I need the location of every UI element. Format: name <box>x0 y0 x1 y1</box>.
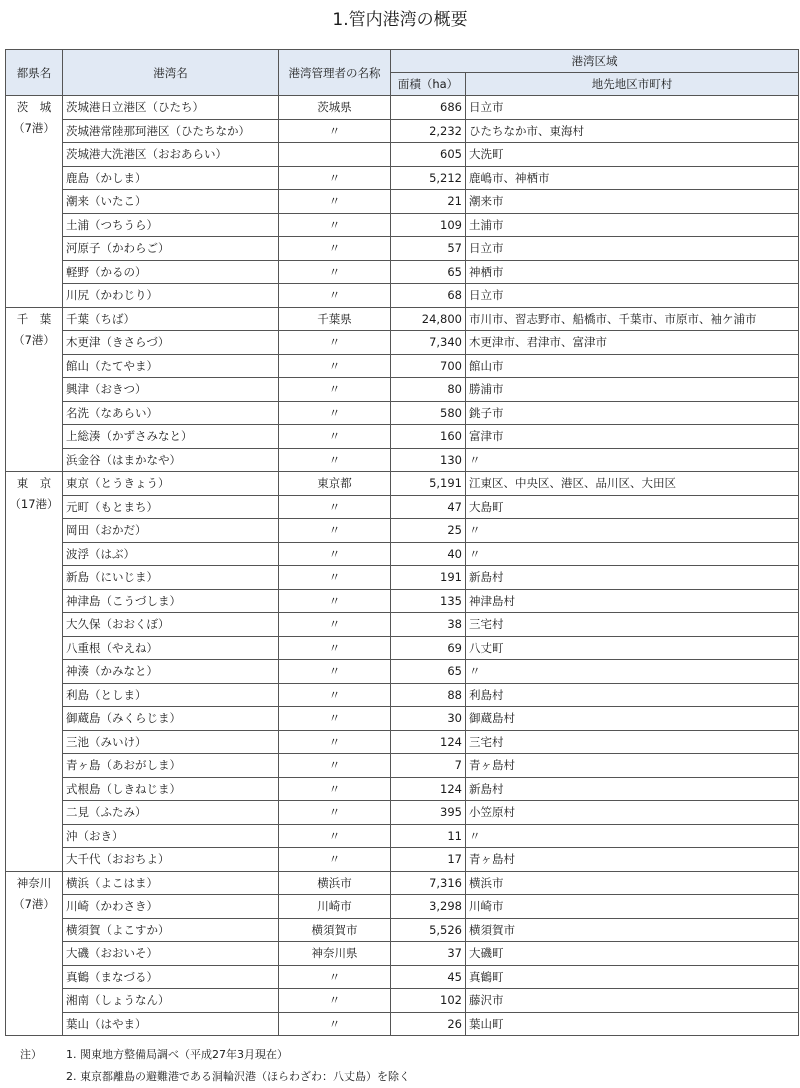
manager-cell: 〃 <box>279 354 391 378</box>
manager-cell: 〃 <box>279 989 391 1013</box>
area-cell: 40 <box>391 542 466 566</box>
manager-cell: 〃 <box>279 683 391 707</box>
table-row <box>6 848 799 872</box>
manager-cell: 〃 <box>279 566 391 590</box>
note-item: 2. 東京都離島の避難港である洞輪沢港（ほらわざわ：八丈島）を除く <box>66 1070 410 1083</box>
table-row <box>6 166 799 190</box>
port-name-cell: 名洗（なあらい） <box>63 401 279 425</box>
table-row <box>6 636 799 660</box>
manager-cell: 〃 <box>279 636 391 660</box>
area-cell: 38 <box>391 613 466 637</box>
port-name-cell: 横須賀（よこすか） <box>63 918 279 942</box>
table-row <box>6 495 799 519</box>
port-name-cell: 河原子（かわらご） <box>63 237 279 261</box>
area-cell: 2,232 <box>391 119 466 143</box>
area-cell: 7 <box>391 754 466 778</box>
municipality-cell: 利島村 <box>466 683 799 707</box>
port-name-cell: 土浦（つちうら） <box>63 213 279 237</box>
manager-cell: 〃 <box>279 613 391 637</box>
table-row <box>6 401 799 425</box>
table-row <box>6 707 799 731</box>
manager-cell: 〃 <box>279 495 391 519</box>
prefecture-port-count: （17港） <box>9 497 59 511</box>
area-cell: 65 <box>391 660 466 684</box>
table-header <box>6 50 799 96</box>
port-name-cell: 潮来（いたこ） <box>63 190 279 214</box>
municipality-cell: 木更津市、君津市、富津市 <box>466 331 799 355</box>
port-name-cell: 神湊（かみなと） <box>63 660 279 684</box>
area-cell: 124 <box>391 777 466 801</box>
manager-cell: 〃 <box>279 965 391 989</box>
port-name-cell: 鹿島（かしま） <box>63 166 279 190</box>
port-name-cell: 館山（たてやま） <box>63 354 279 378</box>
area-cell: 395 <box>391 801 466 825</box>
area-cell: 88 <box>391 683 466 707</box>
municipality-cell: 市川市、習志野市、船橋市、千葉市、市原市、袖ケ浦市 <box>466 307 799 331</box>
manager-cell: 〃 <box>279 378 391 402</box>
manager-cell: 千葉県 <box>279 307 391 331</box>
manager-cell: 〃 <box>279 401 391 425</box>
manager-cell: 〃 <box>279 777 391 801</box>
manager-cell: 〃 <box>279 730 391 754</box>
manager-cell: 川崎市 <box>279 895 391 919</box>
area-cell: 135 <box>391 589 466 613</box>
table-row <box>6 237 799 261</box>
port-name-cell: 茨城港大洗港区（おおあらい） <box>63 143 279 167</box>
manager-cell: 横浜市 <box>279 871 391 895</box>
prefecture-name: 千 葉 <box>16 311 52 326</box>
prefecture-cell <box>6 472 63 872</box>
port-name-cell: 沖（おき） <box>63 824 279 848</box>
port-name-cell: 湘南（しょうなん） <box>63 989 279 1013</box>
port-name-cell: 軽野（かるの） <box>63 260 279 284</box>
area-cell: 605 <box>391 143 466 167</box>
header-port-zone: 港湾区域 <box>391 50 799 73</box>
manager-cell: 〃 <box>279 542 391 566</box>
table-row <box>6 566 799 590</box>
municipality-cell: 三宅村 <box>466 730 799 754</box>
manager-cell: 〃 <box>279 1012 391 1036</box>
port-name-cell: 川崎（かわさき） <box>63 895 279 919</box>
table-row <box>6 119 799 143</box>
prefecture-name: 茨 城 <box>16 100 52 114</box>
port-name-cell: 利島（としま） <box>63 683 279 707</box>
table-row <box>6 472 799 496</box>
prefecture-port-count: （7港） <box>13 332 55 347</box>
table-row <box>6 190 799 214</box>
municipality-cell: 大島町 <box>466 495 799 519</box>
port-name-cell: 波浮（はぶ） <box>63 542 279 566</box>
port-name-cell: 岡田（おかだ） <box>63 519 279 543</box>
prefecture-cell <box>6 307 63 472</box>
table-row <box>6 824 799 848</box>
manager-cell: 〃 <box>279 425 391 449</box>
port-overview-table <box>5 49 799 1036</box>
area-cell: 124 <box>391 730 466 754</box>
municipality-cell: 神津島村 <box>466 589 799 613</box>
municipality-cell: 江東区、中央区、港区、品川区、大田区 <box>466 472 799 496</box>
notes-label: 注） <box>20 1048 42 1061</box>
table-row <box>6 613 799 637</box>
area-cell: 57 <box>391 237 466 261</box>
manager-cell: 〃 <box>279 707 391 731</box>
table-row <box>6 895 799 919</box>
table-row <box>6 801 799 825</box>
municipality-cell: 館山市 <box>466 354 799 378</box>
table-row <box>6 730 799 754</box>
manager-cell: 〃 <box>279 190 391 214</box>
port-name-cell: 神津島（こうづしま） <box>63 589 279 613</box>
table-row <box>6 331 799 355</box>
area-cell: 25 <box>391 519 466 543</box>
area-cell: 68 <box>391 284 466 308</box>
table-row <box>6 871 799 895</box>
area-cell: 24,800 <box>391 307 466 331</box>
table-row <box>6 918 799 942</box>
area-cell: 17 <box>391 848 466 872</box>
table-row <box>6 448 799 472</box>
manager-cell: 〃 <box>279 801 391 825</box>
manager-cell: 〃 <box>279 660 391 684</box>
area-cell: 7,316 <box>391 871 466 895</box>
port-name-cell: 浜金谷（はまかなや） <box>63 448 279 472</box>
table-row <box>6 260 799 284</box>
area-cell: 191 <box>391 566 466 590</box>
table-row <box>6 1012 799 1036</box>
area-cell: 686 <box>391 96 466 120</box>
municipality-cell: 潮来市 <box>466 190 799 214</box>
municipality-cell: 勝浦市 <box>466 378 799 402</box>
manager-cell: 〃 <box>279 448 391 472</box>
area-cell: 45 <box>391 965 466 989</box>
municipality-cell: 日立市 <box>466 96 799 120</box>
prefecture-cell <box>6 96 63 308</box>
municipality-cell: 日立市 <box>466 284 799 308</box>
port-name-cell: 新島（にいじま） <box>63 566 279 590</box>
area-cell: 11 <box>391 824 466 848</box>
header-manager: 港湾管理者の名称 <box>279 50 391 96</box>
header-municipality: 地先地区市町村 <box>466 73 799 96</box>
manager-cell: 〃 <box>279 260 391 284</box>
manager-cell: 〃 <box>279 213 391 237</box>
table-row <box>6 683 799 707</box>
municipality-cell: 小笠原村 <box>466 801 799 825</box>
table-row <box>6 425 799 449</box>
municipality-cell: 三宅村 <box>466 613 799 637</box>
port-name-cell: 大久保（おおくぼ） <box>63 613 279 637</box>
prefecture-name: 神奈川 <box>16 875 52 890</box>
page-title: 1.管内港湾の概要 <box>332 10 468 30</box>
table-row <box>6 542 799 566</box>
area-cell: 580 <box>391 401 466 425</box>
port-name-cell: 御蔵島（みくらじま） <box>63 707 279 731</box>
table-row <box>6 660 799 684</box>
area-cell: 3,298 <box>391 895 466 919</box>
manager-cell: 〃 <box>279 824 391 848</box>
manager-cell: 〃 <box>279 166 391 190</box>
manager-cell: 東京都 <box>279 472 391 496</box>
port-name-cell: 八重根（やえね） <box>63 636 279 660</box>
port-name-cell: 式根島（しきねじま） <box>63 777 279 801</box>
manager-cell: 〃 <box>279 119 391 143</box>
area-cell: 160 <box>391 425 466 449</box>
table-body <box>6 96 799 1036</box>
municipality-cell: 横須賀市 <box>466 918 799 942</box>
table-row <box>6 378 799 402</box>
area-cell: 7,340 <box>391 331 466 355</box>
manager-cell: 〃 <box>279 848 391 872</box>
area-cell: 26 <box>391 1012 466 1036</box>
table-row <box>6 777 799 801</box>
area-cell: 69 <box>391 636 466 660</box>
port-name-cell: 横浜（よこはま） <box>63 871 279 895</box>
manager-cell: 〃 <box>279 284 391 308</box>
area-cell: 80 <box>391 378 466 402</box>
municipality-cell: 御蔵島村 <box>466 707 799 731</box>
header-prefecture: 都県名 <box>6 50 63 96</box>
municipality-cell: 土浦市 <box>466 213 799 237</box>
table-row <box>6 96 799 120</box>
area-cell: 5,212 <box>391 166 466 190</box>
port-name-cell: 元町（もとまち） <box>63 495 279 519</box>
table-row <box>6 519 799 543</box>
port-name-cell: 千葉（ちば） <box>63 307 279 331</box>
port-name-cell: 東京（とうきょう） <box>63 472 279 496</box>
area-cell: 37 <box>391 942 466 966</box>
port-name-cell: 三池（みいけ） <box>63 730 279 754</box>
municipality-cell: 〃 <box>466 824 799 848</box>
area-cell: 30 <box>391 707 466 731</box>
table-row <box>6 143 799 167</box>
municipality-cell: 横浜市 <box>466 871 799 895</box>
municipality-cell: 銚子市 <box>466 401 799 425</box>
manager-cell: 〃 <box>279 754 391 778</box>
municipality-cell: 新島村 <box>466 777 799 801</box>
municipality-cell: 〃 <box>466 519 799 543</box>
municipality-cell: 〃 <box>466 660 799 684</box>
table-row <box>6 754 799 778</box>
municipality-cell: 〃 <box>466 542 799 566</box>
municipality-cell: 大磯町 <box>466 942 799 966</box>
municipality-cell: 川崎市 <box>466 895 799 919</box>
municipality-cell: 八丈町 <box>466 636 799 660</box>
port-name-cell: 川尻（かわじり） <box>63 284 279 308</box>
municipality-cell: 真鶴町 <box>466 965 799 989</box>
port-name-cell: 茨城港日立港区（ひたち） <box>63 96 279 120</box>
manager-cell: 〃 <box>279 589 391 613</box>
port-name-cell: 上総湊（かずさみなと） <box>63 425 279 449</box>
area-cell: 130 <box>391 448 466 472</box>
area-cell: 109 <box>391 213 466 237</box>
port-name-cell: 大千代（おおちよ） <box>63 848 279 872</box>
table-row <box>6 284 799 308</box>
area-cell: 700 <box>391 354 466 378</box>
port-name-cell: 茨城港常陸那珂港区（ひたちなか） <box>63 119 279 143</box>
area-cell: 65 <box>391 260 466 284</box>
header-area: 面積（ha） <box>391 73 466 96</box>
header-port-name: 港湾名 <box>63 50 279 96</box>
municipality-cell: ひたちなか市、東海村 <box>466 119 799 143</box>
area-cell: 102 <box>391 989 466 1013</box>
port-name-cell: 葉山（はやま） <box>63 1012 279 1036</box>
municipality-cell: 藤沢市 <box>466 989 799 1013</box>
port-name-cell: 真鶴（まなづる） <box>63 965 279 989</box>
port-name-cell: 二見（ふたみ） <box>63 801 279 825</box>
table-row <box>6 307 799 331</box>
manager-cell: 〃 <box>279 237 391 261</box>
area-cell: 21 <box>391 190 466 214</box>
port-name-cell: 木更津（きさらづ） <box>63 331 279 355</box>
prefecture-cell <box>6 871 63 1036</box>
prefecture-port-count: （7港） <box>13 121 55 135</box>
municipality-cell: 葉山町 <box>466 1012 799 1036</box>
table-row <box>6 942 799 966</box>
prefecture-name: 東 京 <box>16 476 52 490</box>
note-item: 1. 関東地方整備局調べ（平成27年3月現在） <box>66 1048 288 1061</box>
port-name-cell: 興津（おきつ） <box>63 378 279 402</box>
municipality-cell: 〃 <box>466 448 799 472</box>
municipality-cell: 青ヶ島村 <box>466 754 799 778</box>
table-row <box>6 213 799 237</box>
municipality-cell: 鹿嶋市、神栖市 <box>466 166 799 190</box>
area-cell: 47 <box>391 495 466 519</box>
manager-cell: 〃 <box>279 519 391 543</box>
table-row <box>6 965 799 989</box>
prefecture-port-count: （7港） <box>13 896 55 911</box>
municipality-cell: 新島村 <box>466 566 799 590</box>
municipality-cell: 富津市 <box>466 425 799 449</box>
manager-cell: 〃 <box>279 331 391 355</box>
municipality-cell: 神栖市 <box>466 260 799 284</box>
port-name-cell: 大磯（おおいそ） <box>63 942 279 966</box>
manager-cell: 茨城県 <box>279 96 391 120</box>
municipality-cell: 大洗町 <box>466 143 799 167</box>
table-row <box>6 989 799 1013</box>
area-cell: 5,526 <box>391 918 466 942</box>
municipality-cell: 青ヶ島村 <box>466 848 799 872</box>
port-name-cell: 青ヶ島（あおがしま） <box>63 754 279 778</box>
manager-cell: 神奈川県 <box>279 942 391 966</box>
area-cell: 5,191 <box>391 472 466 496</box>
table-row <box>6 354 799 378</box>
manager-cell: 横須賀市 <box>279 918 391 942</box>
municipality-cell: 日立市 <box>466 237 799 261</box>
manager-cell <box>279 143 391 167</box>
table-row <box>6 589 799 613</box>
